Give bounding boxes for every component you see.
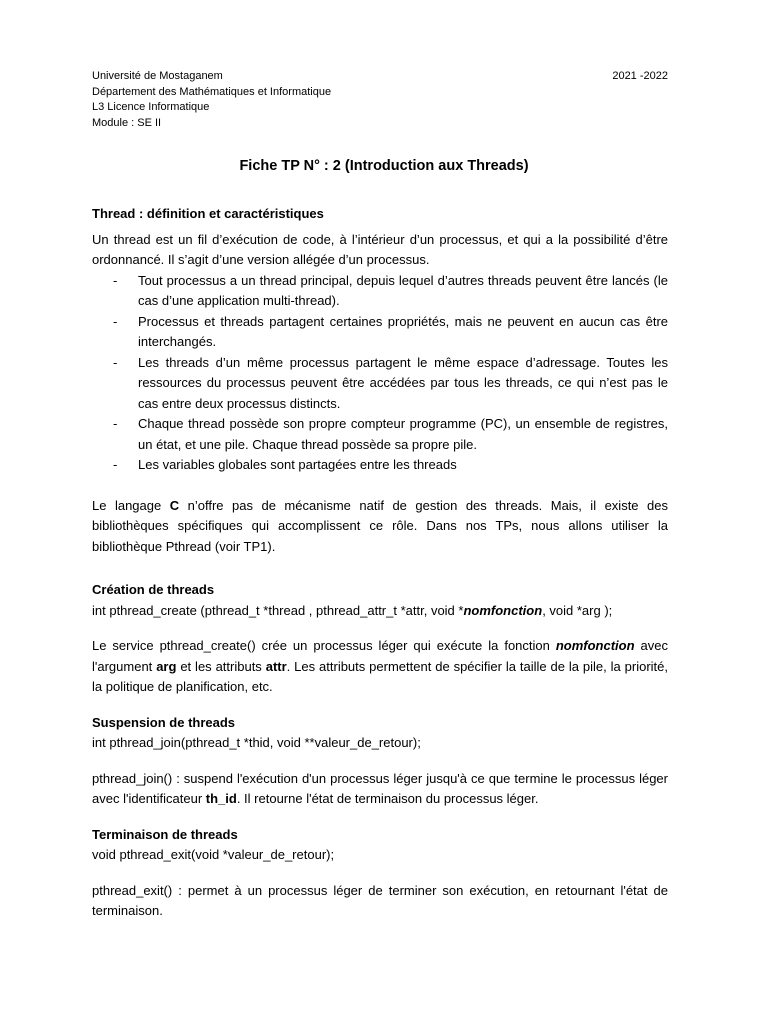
- create-signature: int pthread_create (pthread_t *thread , pthread_attr_t *attr, void *nomfonction, void *arg );: [92, 602, 613, 618]
- list-item-text: Les threads d’un même processus partagent le même espace d’adressage. Toutes les ressources du processus peuvent être accédées par tous les threads, ce qui n’est pas le cas entre deux processus distincts.: [138, 354, 668, 411]
- header-program: L3 Licence Informatique: [92, 101, 210, 113]
- list-item-text: Tout processus a un thread principal, depuis lequel d’autres threads peuvent être lancés (le cas d’une application multi-thread).: [138, 272, 668, 308]
- list-item: [113, 312, 668, 353]
- dash-bullet: -: [113, 313, 118, 329]
- function-name: nomfonction: [463, 602, 543, 618]
- dash-bullet: -: [113, 416, 118, 431]
- header-year: 2021 -2022: [612, 70, 668, 82]
- list-item-text: Les variables globales sont partagées entre les threads: [138, 457, 457, 472]
- document-body: [92, 204, 668, 922]
- list-item: [113, 271, 668, 312]
- definition-paragraph: Un thread est un fil d’exécution de code, à l’intérieur d’un processus, et qui a la possibilité d’être ordonnancé. Il s’agit d’une version allégée d’un processus.: [92, 231, 668, 267]
- dash-bullet: -: [113, 457, 118, 472]
- exit-description: pthread_exit() : permet à un processus léger de terminer son exécution, en retournant l'état de terminaison.: [92, 882, 668, 918]
- join-description: pthread_join() : suspend l'exécution d'un processus léger jusqu'à ce que termine le processus léger avec l'identificateur th_id. Il retourne l'état de terminaison du processus léger.: [92, 770, 668, 806]
- section-heading-suspension: Suspension de threads: [92, 714, 236, 730]
- list-item: [113, 455, 668, 476]
- section-heading-creation: Création de threads: [92, 582, 215, 597]
- list-item-text: Processus et threads partagent certaines propriétés, mais ne peuvent en aucun cas être interchangés.: [138, 313, 668, 349]
- join-signature: int pthread_join(pthread_t *thid, void **valeur_de_retour);: [92, 735, 421, 750]
- header-university: Université de Mostaganem: [92, 70, 223, 82]
- list-item-text: Chaque thread possède son propre compteur programme (PC), un ensemble de registres, un état, et une pile. Chaque thread possède sa propre pile.: [138, 416, 668, 452]
- section-heading-termination: Terminaison de threads: [92, 826, 238, 842]
- create-description: Le service pthread_create() crée un processus léger qui exécute la fonction nomfonction avec l'argument arg et les attributs attr. Les attributs permettent de spécifier la taille de la pile, la priorité, la politique de planification, etc.: [92, 638, 668, 694]
- section-heading-definition: Thread : définition et caractéristiques: [92, 206, 324, 221]
- document-header: [92, 69, 668, 131]
- list-item: [113, 414, 668, 455]
- characteristics-list: [92, 271, 668, 476]
- exit-signature: void pthread_exit(void *valeur_de_retour);: [92, 847, 335, 862]
- list-item: [113, 353, 668, 415]
- language-name: C: [169, 497, 180, 513]
- header-module: Module : SE II: [92, 116, 162, 129]
- dash-bullet: -: [113, 354, 118, 370]
- header-department: Département des Mathématiques et Informatique: [92, 85, 332, 98]
- library-paragraph: Le langage C n’offre pas de mécanisme natif de gestion des threads. Mais, il existe des bibliothèques spécifiques qui accomplissent ce rôle. Dans nos TPs, nous allons utiliser la bibliothèque Pthread (voir TP1).: [92, 497, 668, 554]
- document-title: Fiche TP N° : 2 (Introduction aux Threads): [239, 158, 529, 174]
- dash-bullet: -: [113, 272, 118, 288]
